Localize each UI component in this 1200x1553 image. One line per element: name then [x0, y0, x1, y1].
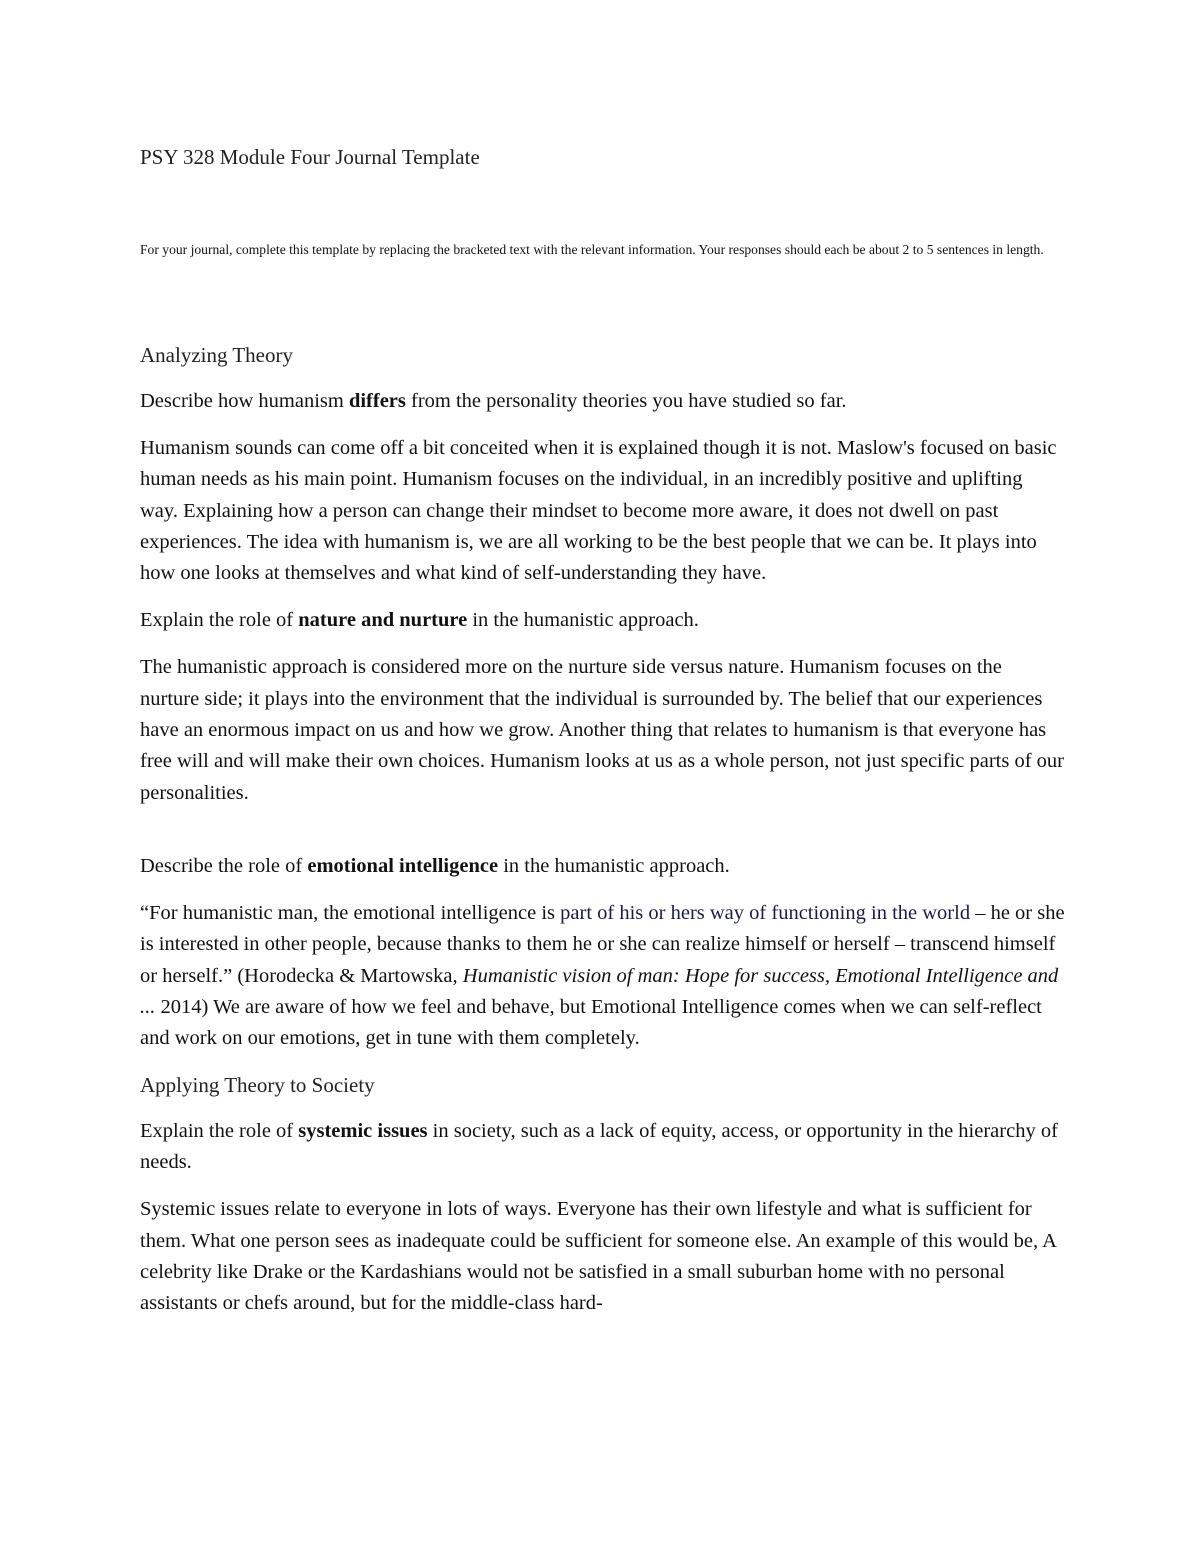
document-body	[140, 340, 1065, 1320]
answer-humanism-differs: Humanism sounds can come off a bit conceited when it is explained though it is not. Maslow's focused on basic human needs as his main point. Humanism focuses on the individual, in an incredibly positive and uplifting way. Explaining how a person can change their mindset to become more aware, it does not dwell on past experiences. The idea with humanism is, we are all working to be the best people that we can be. It plays into how one looks at themselves and what kind of self-understanding they have.	[140, 437, 1057, 585]
section-heading-applying-theory: Applying Theory to Society	[140, 1073, 375, 1098]
section-heading-analyzing-theory: Analyzing Theory	[140, 343, 293, 367]
citation-title: Humanistic vision of man: Hope for success, Emotional Intelligence and ...	[140, 964, 1059, 1018]
document-title: PSY 328 Module Four Journal Template	[140, 145, 480, 169]
prompt-nature-nurture: Explain the role of nature and nurture in the humanistic approach.	[140, 609, 699, 632]
prompt-systemic-issues: Explain the role of systemic issues in society, such as a lack of equity, access, or opportunity in the hierarchy of needs.	[140, 1120, 1058, 1174]
answer-nature-nurture: The humanistic approach is considered more on the nurture side versus nature. Humanism focuses on the nurture side; it plays into the environment that the individual is surrounded by. The belief that our experiences have an enormous impact on us and how we grow. Another thing that relates to humanism is that everyone has free will and will make their own choices. Humanism looks at us as a whole person, not just specific parts of our personalities.	[140, 656, 1064, 804]
prompt-humanism-differs: Describe how humanism differs from the personality theories you have studied so far.	[140, 390, 847, 412]
answer-emotional-intelligence: “For humanistic man, the emotional intelligence is part of his or hers way of functioning in the world – he or she is interested in other people, because thanks to them he or she can realize himself or herself – transcend himself or herself.” (Horodecka & Martowska, Humanistic vision of man: Hope for success, Emotional Intelligence and ... 2014) We are aware of how we feel and behave, but Emotional Intelligence comes when we can self-reflect and work on our emotions, get in tune with them completely.	[140, 901, 1065, 1050]
prompt-emotional-intelligence: Describe the role of emotional intelligence in the humanistic approach.	[140, 854, 730, 877]
template-instructions: For your journal, complete this template by replacing the bracketed text with the relevant information. Your responses should each be about 2 to 5 sentences in length.	[140, 242, 1044, 257]
answer-systemic-issues: Systemic issues relate to everyone in lots of ways. Everyone has their own lifestyle and what is sufficient for them. What one person sees as inadequate could be sufficient for someone else. An example of this would be, A celebrity like Drake or the Kardashians would not be satisfied in a small suburban home with no personal assistants or chefs around, but for the middle-class hard-	[140, 1198, 1056, 1315]
